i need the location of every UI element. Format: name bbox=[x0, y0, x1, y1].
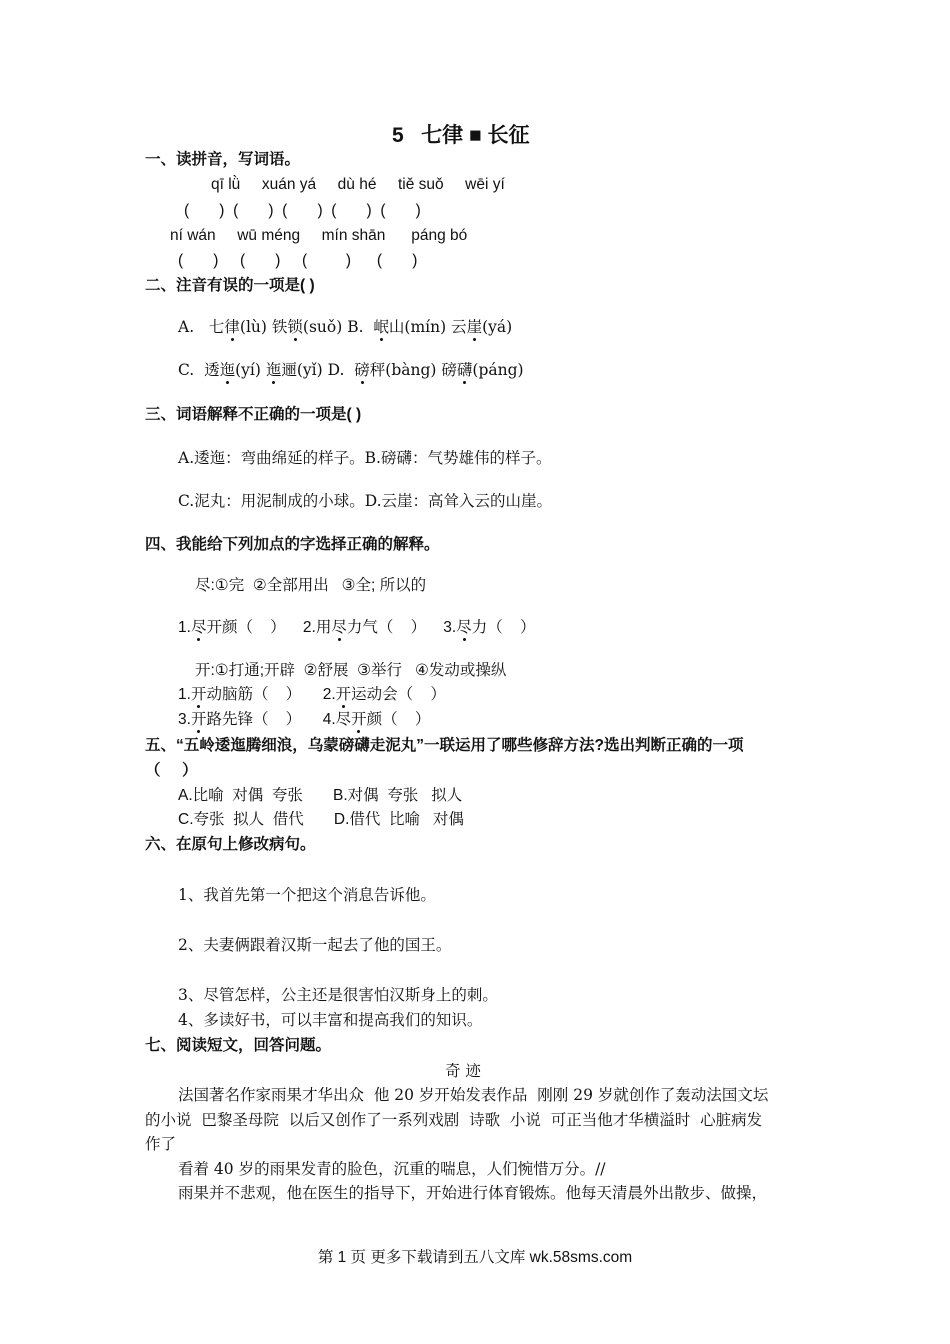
text: 运动会（ ） bbox=[351, 686, 446, 703]
section-4-heading: 四、我能给下列加点的字选择正确的解释。 bbox=[145, 536, 440, 553]
answer-blanks-row-2: ( ) ( ) ( ) ( ) bbox=[178, 252, 418, 269]
option-a-b-line bbox=[178, 317, 512, 337]
jin-items bbox=[178, 618, 536, 638]
dotted-char: 岷 bbox=[373, 318, 389, 336]
dotted-char: 迤 bbox=[219, 361, 236, 379]
sentence-3: 3、尽管怎样，公主还是很害怕汉斯身上的刺。 bbox=[178, 986, 498, 1004]
dotted-char: 崖 bbox=[466, 318, 483, 336]
text: 3. bbox=[178, 711, 191, 728]
sentence-4: 4、多读好书，可以丰富和提高我们的知识。 bbox=[178, 1011, 483, 1029]
text: 山(mín) 云 bbox=[388, 318, 467, 336]
passage-paragraph-1-line-1: 法国著名作家雨果才华出众 他 20 岁开始发表作品 刚刚 29 岁就创作了轰动法国文坛 bbox=[178, 1086, 769, 1104]
definition-line-1: A.逶迤：弯曲绵延的样子。B.磅礴：气势雄伟的样子。 bbox=[178, 449, 552, 467]
text: 路先锋（ ） 4.尽 bbox=[206, 711, 352, 728]
jin-definitions: 尽:①完 ②全部用出 ③全; 所以的 bbox=[195, 577, 427, 594]
text: 开颜（ ） 2.用 bbox=[206, 619, 332, 636]
text: 动脑筋（ ） 2. bbox=[206, 686, 336, 703]
page-title: 5 七律 ■ 长征 bbox=[392, 124, 530, 147]
passage-paragraph-3: 雨果并不悲观，他在医生的指导下，开始进行体育锻炼。他每天清晨外出散步、做操， bbox=[178, 1184, 768, 1202]
text: (yí) bbox=[235, 361, 266, 379]
section-2-heading: 二、注音有误的一项是( ) bbox=[145, 277, 315, 294]
definition-line-2: C.泥丸：用泥制成的小球。D.云崖：高耸入云的山崖。 bbox=[178, 492, 553, 510]
sentence-2: 2、夫妻俩跟着汉斯一起去了他的国王。 bbox=[178, 936, 452, 954]
dotted-char: 开 bbox=[190, 711, 207, 728]
passage-paragraph-2: 看着 40 岁的雨果发青的脸色，沉重的喘息，人们惋惜万分。// bbox=[178, 1160, 606, 1178]
section-7-heading: 七、阅读短文，回答问题。 bbox=[145, 1037, 332, 1054]
sentence-1: 1、我首先第一个把这个消息告诉他。 bbox=[178, 886, 436, 904]
passage-title: 奇 迹 bbox=[445, 1062, 481, 1080]
kai-definitions: 开:①打通;开辟 ②舒展 ③举行 ④发动或操纵 bbox=[195, 662, 507, 679]
passage-paragraph-1-line-2: 的小说 巴黎圣母院 以后又创作了一系列戏剧 诗歌 小说 可正当他才华横溢时 心脏病发 bbox=[145, 1111, 763, 1129]
dotted-char: 开 bbox=[351, 711, 367, 728]
text: (lù) 铁 bbox=[239, 318, 288, 336]
kai-items-row-1 bbox=[178, 685, 446, 705]
dotted-char: 尽 bbox=[190, 619, 207, 636]
text: 力气（ ） 3. bbox=[346, 619, 457, 636]
dotted-char: 律 bbox=[224, 318, 240, 336]
passage-paragraph-1-line-3: 作了 bbox=[145, 1135, 177, 1153]
section-3-heading: 三、词语解释不正确的一项是( ) bbox=[145, 406, 362, 423]
text: (páng) bbox=[472, 361, 524, 379]
text: C. 透 bbox=[178, 361, 220, 379]
text: A. 七 bbox=[178, 318, 225, 336]
text: 逦(yǐ) D. bbox=[281, 361, 355, 379]
section-6-heading: 六、在原句上修改病句。 bbox=[145, 836, 316, 853]
text: (yá) bbox=[482, 318, 513, 336]
dotted-char: 开 bbox=[190, 686, 207, 703]
page-footer: 第 1 页 更多下载请到五八文库 wk.58sms.com bbox=[317, 1249, 633, 1266]
text: (suǒ) B. bbox=[302, 318, 374, 336]
answer-blanks-row-1: ( ) ( ) ( ) ( ) ( ) bbox=[184, 202, 421, 219]
dotted-char: 礴 bbox=[456, 361, 473, 379]
dotted-char: 尽 bbox=[331, 619, 347, 636]
section-5-heading: 五、“五岭逶迤腾细浪，乌蒙磅礴走泥丸”一联运用了哪些修辞方法?选出判断正确的一项 bbox=[145, 737, 744, 754]
text: 颜（ ） bbox=[366, 711, 431, 728]
text: 1. bbox=[178, 686, 191, 703]
section-5-options-row-2: C.夸张 拟人 借代 D.借代 比喻 对偶 bbox=[178, 811, 464, 828]
text: 秤(bàng) 磅 bbox=[369, 361, 457, 379]
section-5-options-row-1: A.比喻 对偶 夸张 B.对偶 夸张 拟人 bbox=[178, 787, 463, 804]
pinyin-row-1: qī lǜ xuán yá dù hé tiě suǒ wēi yí bbox=[211, 176, 505, 193]
section-5-answer-blank: （ ） bbox=[145, 762, 198, 779]
dotted-char: 开 bbox=[335, 686, 352, 703]
pinyin-row-2: ní wán wū méng mín shān páng bó bbox=[170, 227, 468, 244]
dotted-char: 迤 bbox=[265, 361, 282, 379]
kai-items-row-2 bbox=[178, 710, 430, 730]
option-c-d-line bbox=[178, 360, 524, 380]
text: 1. bbox=[178, 619, 191, 636]
section-1-heading: 一、读拼音，写词语。 bbox=[145, 151, 301, 168]
dotted-char: 锁 bbox=[287, 318, 303, 336]
dotted-char: 磅 bbox=[354, 361, 370, 379]
text: 力（ ） bbox=[471, 619, 536, 636]
dotted-char: 尽 bbox=[456, 619, 472, 636]
